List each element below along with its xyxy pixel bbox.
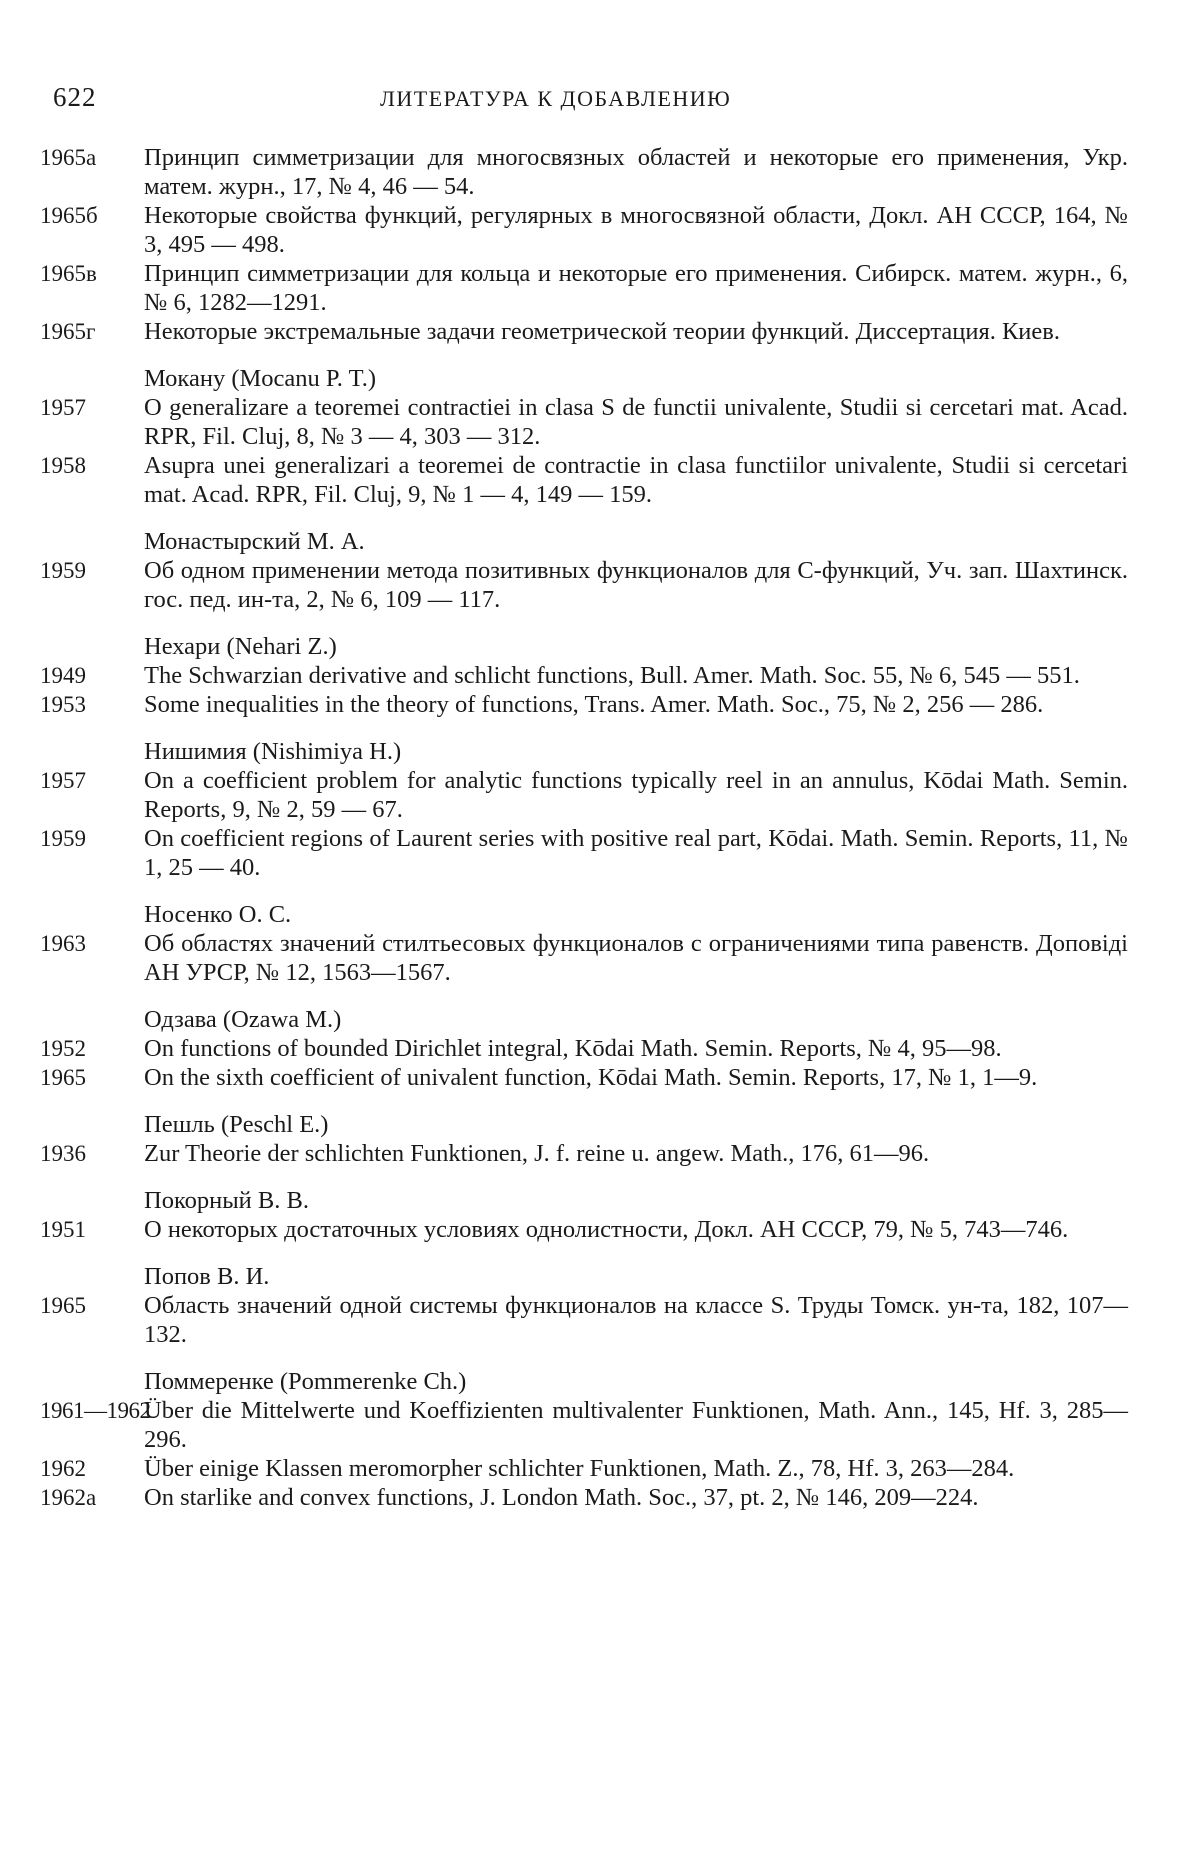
reference-entry	[40, 201, 1128, 259]
reference-year: 1963	[40, 929, 140, 958]
reference-year: 1965а	[40, 143, 140, 172]
author-name: Нишимия (Nishimiya H.)	[40, 737, 1128, 766]
reference-year: 1962	[40, 1454, 140, 1483]
reference-text: Об одном применении метода позитивных функционалов для C-функций, Уч. зап. Шахтинск. гос. пед. ин-та, 2, № 6, 109 — 117.	[144, 556, 1128, 614]
reference-year: 1952	[40, 1034, 140, 1063]
reference-entry	[40, 824, 1128, 882]
reference-year: 1958	[40, 451, 140, 480]
reference-entry	[40, 317, 1128, 346]
reference-year: 1961—1962	[40, 1396, 140, 1425]
author-name: Попов В. И.	[40, 1262, 1128, 1291]
reference-year: 1962а	[40, 1483, 140, 1512]
reference-entry	[40, 1291, 1128, 1349]
reference-year: 1953	[40, 690, 140, 719]
reference-text: On coefficient regions of Laurent series with positive real part, Kōdai. Math. Semin. Reports, 11, № 1, 25 — 40.	[144, 824, 1128, 882]
reference-text: Принцип симметризации для многосвязных областей и некоторые его применения, Укр. матем. журн., 17, № 4, 46 — 54.	[144, 143, 1128, 201]
reference-year: 1965	[40, 1291, 140, 1320]
reference-entry	[40, 1454, 1128, 1483]
reference-year: 1965в	[40, 259, 140, 288]
reference-year: 1965г	[40, 317, 140, 346]
reference-list	[40, 143, 1128, 1512]
book-page	[0, 0, 1200, 1857]
reference-text: Некоторые свойства функций, регулярных в многосвязной области, Докл. АН СССР, 164, № 3, 495 — 498.	[144, 201, 1128, 259]
reference-text: Принцип симметризации для кольца и некоторые его применения. Сибирск. матем. журн., 6, № 6, 1282—1291.	[144, 259, 1128, 317]
reference-text: Über einige Klassen meromorpher schlichter Funktionen, Math. Z., 78, Hf. 3, 263—284.	[144, 1454, 1128, 1483]
reference-text: Asupra unei generalizari a teoremei de contractie in clasa functiilor univalente, Studii si cercetari mat. Acad. RPR, Fil. Cluj, 9, № 1 — 4, 149 — 159.	[144, 451, 1128, 509]
reference-text: Область значений одной системы функционалов на классе S. Труды Томск. ун-та, 182, 107—132.	[144, 1291, 1128, 1349]
reference-entry	[40, 393, 1128, 451]
author-name: Одзава (Ozawa M.)	[40, 1005, 1128, 1034]
reference-text: Некоторые экстремальные задачи геометрической теории функций. Диссертация. Киев.	[144, 317, 1128, 346]
reference-entry	[40, 1139, 1128, 1168]
reference-year: 1965	[40, 1063, 140, 1092]
reference-text: Über die Mittelwerte und Koeffizienten multivalenter Funktionen, Math. Ann., 145, Hf. 3, 285—296.	[144, 1396, 1128, 1454]
reference-entry	[40, 1396, 1128, 1454]
reference-entry	[40, 1063, 1128, 1092]
reference-year: 1959	[40, 824, 140, 853]
reference-year: 1951	[40, 1215, 140, 1244]
reference-entry	[40, 766, 1128, 824]
reference-entry	[40, 143, 1128, 201]
author-name: Носенко О. С.	[40, 900, 1128, 929]
reference-text: The Schwarzian derivative and schlicht functions, Bull. Amer. Math. Soc. 55, № 6, 545 — 551.	[144, 661, 1128, 690]
author-name: Пешль (Peschl E.)	[40, 1110, 1128, 1139]
reference-entry	[40, 690, 1128, 719]
reference-entry	[40, 259, 1128, 317]
reference-entry	[40, 929, 1128, 987]
reference-text: On starlike and convex functions, J. London Math. Soc., 37, pt. 2, № 146, 209—224.	[144, 1483, 1128, 1512]
reference-year: 1949	[40, 661, 140, 690]
reference-entry	[40, 451, 1128, 509]
reference-text: О некоторых достаточных условиях однолистности, Докл. АН СССР, 79, № 5, 743—746.	[144, 1215, 1128, 1244]
reference-text: Some inequalities in the theory of functions, Trans. Amer. Math. Soc., 75, № 2, 256 — 286.	[144, 690, 1128, 719]
reference-text: On the sixth coefficient of univalent function, Kōdai Math. Semin. Reports, 17, № 1, 1—9.	[144, 1063, 1128, 1092]
reference-text: Zur Theorie der schlichten Funktionen, J. f. reine u. angew. Math., 176, 61—96.	[144, 1139, 1128, 1168]
author-name: Покорный В. В.	[40, 1186, 1128, 1215]
reference-year: 1957	[40, 393, 140, 422]
reference-entry	[40, 661, 1128, 690]
reference-entry	[40, 556, 1128, 614]
reference-text: O generalizare a teoremei contractiei in clasa S de functii univalente, Studii si cercetari mat. Acad. RPR, Fil. Cluj, 8, № 3 — 4, 303 — 312.	[144, 393, 1128, 451]
page-number: 622	[53, 82, 97, 113]
reference-text: On a coefficient problem for analytic functions typically reel in an annulus, Kōdai Math. Semin. Reports, 9, № 2, 59 — 67.	[144, 766, 1128, 824]
running-head: ЛИТЕРАТУРА К ДОБАВЛЕНИЮ	[380, 86, 731, 112]
reference-entry	[40, 1483, 1128, 1512]
reference-year: 1959	[40, 556, 140, 585]
reference-entry	[40, 1034, 1128, 1063]
reference-year: 1965б	[40, 201, 140, 230]
reference-entry	[40, 1215, 1128, 1244]
author-name: Мокану (Mocanu P. T.)	[40, 364, 1128, 393]
reference-text: Об областях значений стилтьесовых функционалов с ограничениями типа равенств. Доповіді АН УРСР, № 12, 1563—1567.	[144, 929, 1128, 987]
author-name: Нехари (Nehari Z.)	[40, 632, 1128, 661]
author-name: Поммеренке (Pommerenke Ch.)	[40, 1367, 1128, 1396]
reference-year: 1936	[40, 1139, 140, 1168]
author-name: Монастырский М. А.	[40, 527, 1128, 556]
reference-year: 1957	[40, 766, 140, 795]
reference-text: On functions of bounded Dirichlet integral, Kōdai Math. Semin. Reports, № 4, 95—98.	[144, 1034, 1128, 1063]
